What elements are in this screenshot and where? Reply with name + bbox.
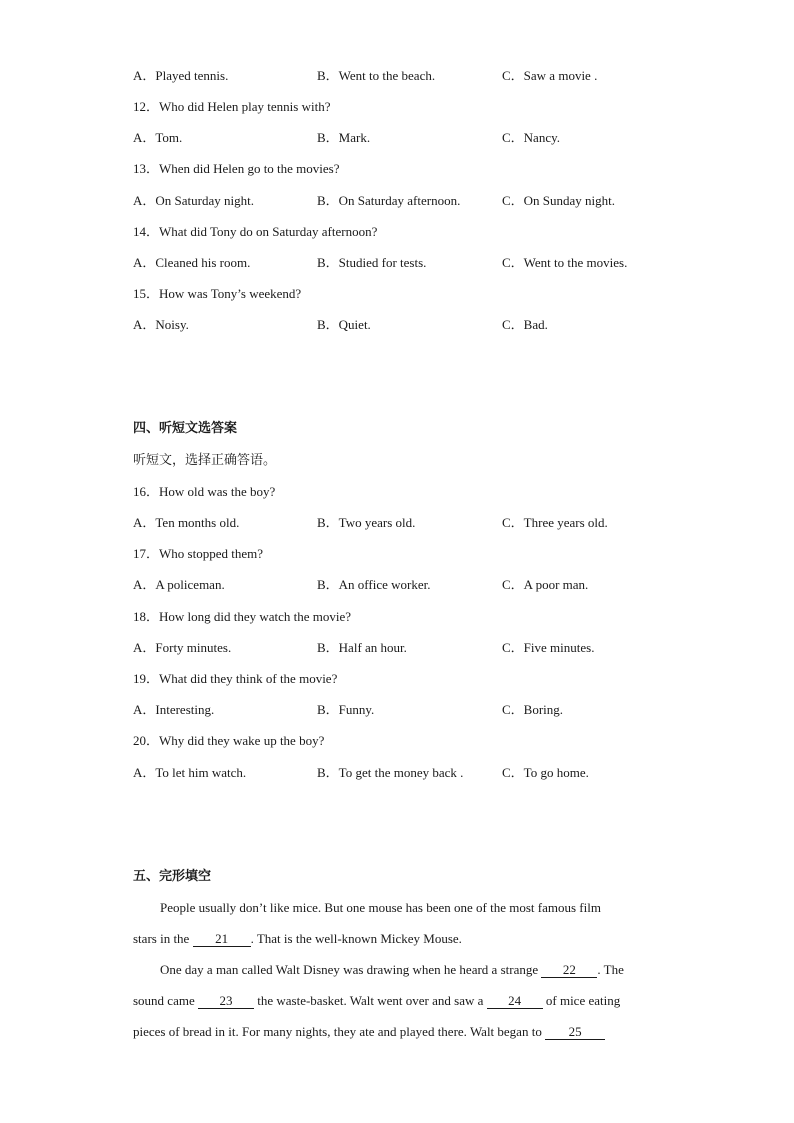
cloze-line-3: [160, 961, 690, 979]
q16-option-c[interactable]: C．Three years old.: [502, 515, 608, 530]
q19-option-b[interactable]: B．Funny.: [317, 702, 375, 717]
cloze-text: stars in the: [133, 931, 193, 946]
q18-stem: 18．How long did they watch the movie?: [133, 609, 352, 624]
cloze-line-1: People usually don’t like mice. But one mouse has been one of the most famous film: [160, 900, 601, 915]
section-5-heading: 五、完形填空: [133, 869, 212, 884]
q11-option-c[interactable]: C．Saw a movie .: [502, 68, 598, 83]
blank-21[interactable]: 21: [193, 931, 251, 947]
q19-option-c[interactable]: C．Boring.: [502, 702, 564, 717]
q17-option-b[interactable]: B．An office worker.: [317, 577, 431, 592]
cloze-text: . That is the well-known Mickey Mouse.: [250, 931, 462, 946]
cloze-text: sound came: [133, 993, 198, 1008]
q20-option-c[interactable]: C．To go home.: [502, 765, 589, 780]
q16-options: [133, 514, 693, 532]
cloze-text: the waste-basket. Walt went over and saw a: [253, 993, 487, 1008]
q11-option-a[interactable]: A．Played tennis.: [133, 68, 229, 83]
blank-22[interactable]: 22: [541, 962, 597, 978]
q19-options: [133, 701, 693, 719]
q17-option-a[interactable]: A．A policeman.: [133, 577, 225, 592]
q13-option-b[interactable]: B．On Saturday afternoon.: [317, 193, 461, 208]
q13-option-c[interactable]: C．On Sunday night.: [502, 193, 616, 208]
q13-options: [133, 192, 693, 210]
q18-option-c[interactable]: C．Five minutes.: [502, 640, 595, 655]
q17-options: [133, 576, 693, 594]
q18-option-a[interactable]: A．Forty minutes.: [133, 640, 232, 655]
q14-option-b[interactable]: B．Studied for tests.: [317, 255, 427, 270]
q13-option-a[interactable]: A．On Saturday night.: [133, 193, 254, 208]
cloze-line-2: [133, 930, 663, 948]
q11-options: [133, 67, 693, 85]
q15-stem: 15．How was Tony’s weekend?: [133, 286, 302, 301]
q16-stem: 16．How old was the boy?: [133, 484, 276, 499]
section-4-instruction: 听短文，选择正确答语。: [133, 453, 277, 468]
q17-option-c[interactable]: C．A poor man.: [502, 577, 589, 592]
q18-option-b[interactable]: B．Half an hour.: [317, 640, 407, 655]
q14-stem: 14．What did Tony do on Saturday afternoon?: [133, 224, 378, 239]
cloze-text: . The: [597, 962, 624, 977]
q20-options: [133, 764, 693, 782]
q18-options: [133, 639, 693, 657]
section-4-heading: 四、听短文选答案: [133, 421, 238, 436]
cloze-text: One day a man called Walt Disney was drawing when he heard a strange: [160, 962, 542, 977]
q20-option-b[interactable]: B．To get the money back .: [317, 765, 464, 780]
q11-option-b[interactable]: B．Went to the beach.: [317, 68, 436, 83]
cloze-text: pieces of bread in it. For many nights, they ate and played there. Walt began to: [133, 1024, 546, 1039]
q13-stem: 13．When did Helen go to the movies?: [133, 161, 340, 176]
q20-option-a[interactable]: A．To let him watch.: [133, 765, 247, 780]
q14-option-c[interactable]: C．Went to the movies.: [502, 255, 628, 270]
q16-option-b[interactable]: B．Two years old.: [317, 515, 416, 530]
q12-option-c[interactable]: C．Nancy.: [502, 130, 561, 145]
q15-options: [133, 316, 693, 334]
blank-23[interactable]: 23: [198, 993, 254, 1009]
q20-stem: 20．Why did they wake up the boy?: [133, 733, 325, 748]
cloze-line-5: [133, 1023, 663, 1041]
q16-option-a[interactable]: A．Ten months old.: [133, 515, 240, 530]
q14-option-a[interactable]: A．Cleaned his room.: [133, 255, 251, 270]
q12-option-b[interactable]: B．Mark.: [317, 130, 371, 145]
q12-stem: 12．Who did Helen play tennis with?: [133, 99, 331, 114]
blank-25[interactable]: 25: [545, 1024, 605, 1040]
cloze-text: of mice eating: [542, 993, 621, 1008]
q12-option-a[interactable]: A．Tom.: [133, 130, 183, 145]
q19-option-a[interactable]: A．Interesting.: [133, 702, 215, 717]
q19-stem: 19．What did they think of the movie?: [133, 671, 338, 686]
q15-option-b[interactable]: B．Quiet.: [317, 317, 371, 332]
q12-options: [133, 129, 693, 147]
cloze-line-4: [133, 992, 663, 1010]
q14-options: [133, 254, 693, 272]
q15-option-a[interactable]: A．Noisy.: [133, 317, 189, 332]
q17-stem: 17．Who stopped them?: [133, 546, 263, 561]
blank-24[interactable]: 24: [487, 993, 543, 1009]
q15-option-c[interactable]: C．Bad.: [502, 317, 548, 332]
